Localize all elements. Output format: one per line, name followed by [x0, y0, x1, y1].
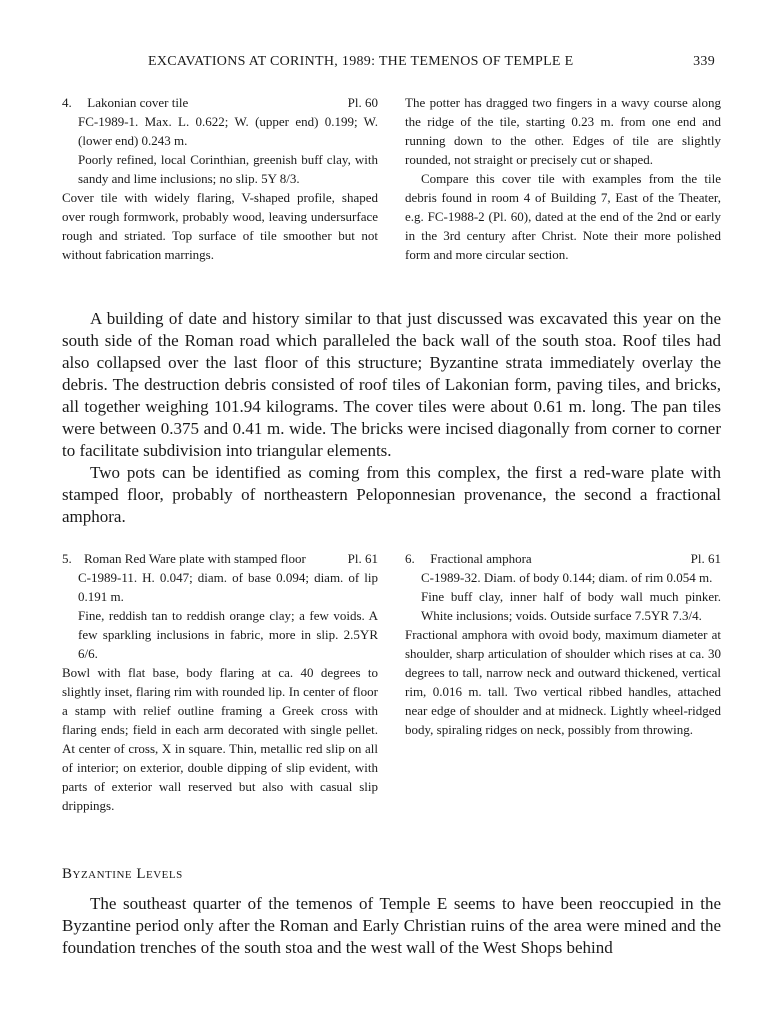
byzantine-text: [62, 893, 721, 959]
entry-4: [62, 93, 378, 264]
body-paragraph-2: Two pots can be identified as coming from this complex, the first a red-ware plate with stamped floor, probably of northeastern Peloponnesian provenance, the second a fractional amphora.: [62, 463, 721, 526]
entry-4-continued: [405, 93, 721, 264]
body-paragraph: The southeast quarter of the temenos of Temple E seems to have been reoccupied in the Byzantine period only after the Roman and Early Christian ruins of the area were mined and the foundation trenches of the south stoa and the west wall of the West Shops behind: [62, 894, 721, 957]
catalog-fabric: Fine, reddish tan to reddish orange clay; a few voids. A few sparkling inclusions in fabric, more in slip. 2.5YR 6/6.: [78, 608, 378, 661]
continuation-paragraph-2: Compare this cover tile with examples from the tile debris found in room 4 of Building 7, East of the Theater, e.g. FC-1988-2 (Pl. 60), dated at the end of the 2nd or early in the 3rd century after Christ. Note their more polished form and more circular section.: [405, 171, 721, 262]
entry-6: [405, 549, 721, 739]
plate-reference: Pl. 61: [690, 551, 721, 566]
entry-title: Roman Red Ware plate with stamped floor: [84, 551, 306, 566]
catalog-description: Fractional amphora with ovoid body, maximum diameter at shoulder, sharp articulation of shoulder which rises at ca. 30 degrees to tall, narrow neck and outward thickened, vertical rim, 0.016 m. tall. Two vertical ribbed handles, attached near edge of shoulder and at midneck. Lightly wheel-ridged body, spiraling ridges on neck, possibly from throwing.: [405, 627, 721, 737]
catalog-description: Cover tile with widely flaring, V-shaped profile, shaped over rough formwork, probably wood, leaving undersurface rough and striated. Top surface of tile smoother but not without fabrication marrings.: [62, 190, 378, 262]
main-text: [62, 308, 721, 528]
page-number: 339: [693, 54, 715, 69]
entry-5: [62, 549, 378, 815]
catalog-dimensions: C-1989-32. Diam. of body 0.144; diam. of rim 0.054 m.: [421, 570, 713, 585]
entry-6-heading: [405, 549, 721, 568]
catalog-fabric: Fine buff clay, inner half of body wall much pinker. White inclusions; voids. Outside surface 7.5YR 7.3/4.: [421, 589, 721, 623]
plate-reference: Pl. 60: [347, 95, 378, 110]
plate-reference: Pl. 61: [347, 551, 378, 566]
catalog-dimensions: C-1989-11. H. 0.047; diam. of base 0.094; diam. of lip 0.191 m.: [78, 570, 378, 604]
running-title: EXCAVATIONS AT CORINTH, 1989: THE TEMENOS OF TEMPLE E: [148, 54, 574, 69]
entry-title: Lakonian cover tile: [87, 95, 189, 110]
catalog-fabric: Poorly refined, local Corinthian, greenish buff clay, with sandy and lime inclusions; no slip. 5Y 8/3.: [78, 152, 378, 186]
section-heading: Byzantine Levels: [62, 866, 183, 882]
entry-number: 5.: [62, 551, 72, 566]
catalog-description: Bowl with flat base, body flaring at ca. 40 degrees to slightly inset, flaring rim with rounded lip. In center of floor a stamp with relief outline framing a Greek cross with flaring ends; field in each arm decorated with single pellet. At center of cross, X in square. Thin, metallic red slip on all of interior; on exterior, double dipping of slip evident, with parts of exterior wall reserved but also with casual slip drippings.: [62, 665, 378, 813]
body-paragraph-1: A building of date and history similar to that just discussed was excavated this year on the south side of the Roman road which paralleled the back wall of the south stoa. Roof tiles had also collapsed over the last floor of this structure; Byzantine strata immediately overlay the debris. The destruction debris consisted of roof tiles of Lakonian form, paving tiles, and bricks, all together weighing 101.94 kilograms. The cover tiles were about 0.61 m. long. The pan tiles were between 0.375 and 0.41 m. wide. The bricks were incised diagonally from corner to corner to facilitate subdivision into triangular elements.: [62, 309, 721, 460]
entry-4-heading: [62, 93, 378, 112]
entry-number: 4.: [62, 95, 72, 110]
catalog-dimensions: FC-1989-1. Max. L. 0.622; W. (upper end) 0.199; W. (lower end) 0.243 m.: [78, 114, 378, 148]
entry-title: Fractional amphora: [430, 551, 532, 566]
continuation-paragraph-1: The potter has dragged two fingers in a wavy course along the ridge of the tile, starting 0.23 m. from one end and running down to the other. Edges of tile are slightly rounded, not straight or precisely cut or shaped.: [405, 95, 721, 167]
entry-number: 6.: [405, 551, 415, 566]
entry-5-heading: [62, 549, 378, 568]
